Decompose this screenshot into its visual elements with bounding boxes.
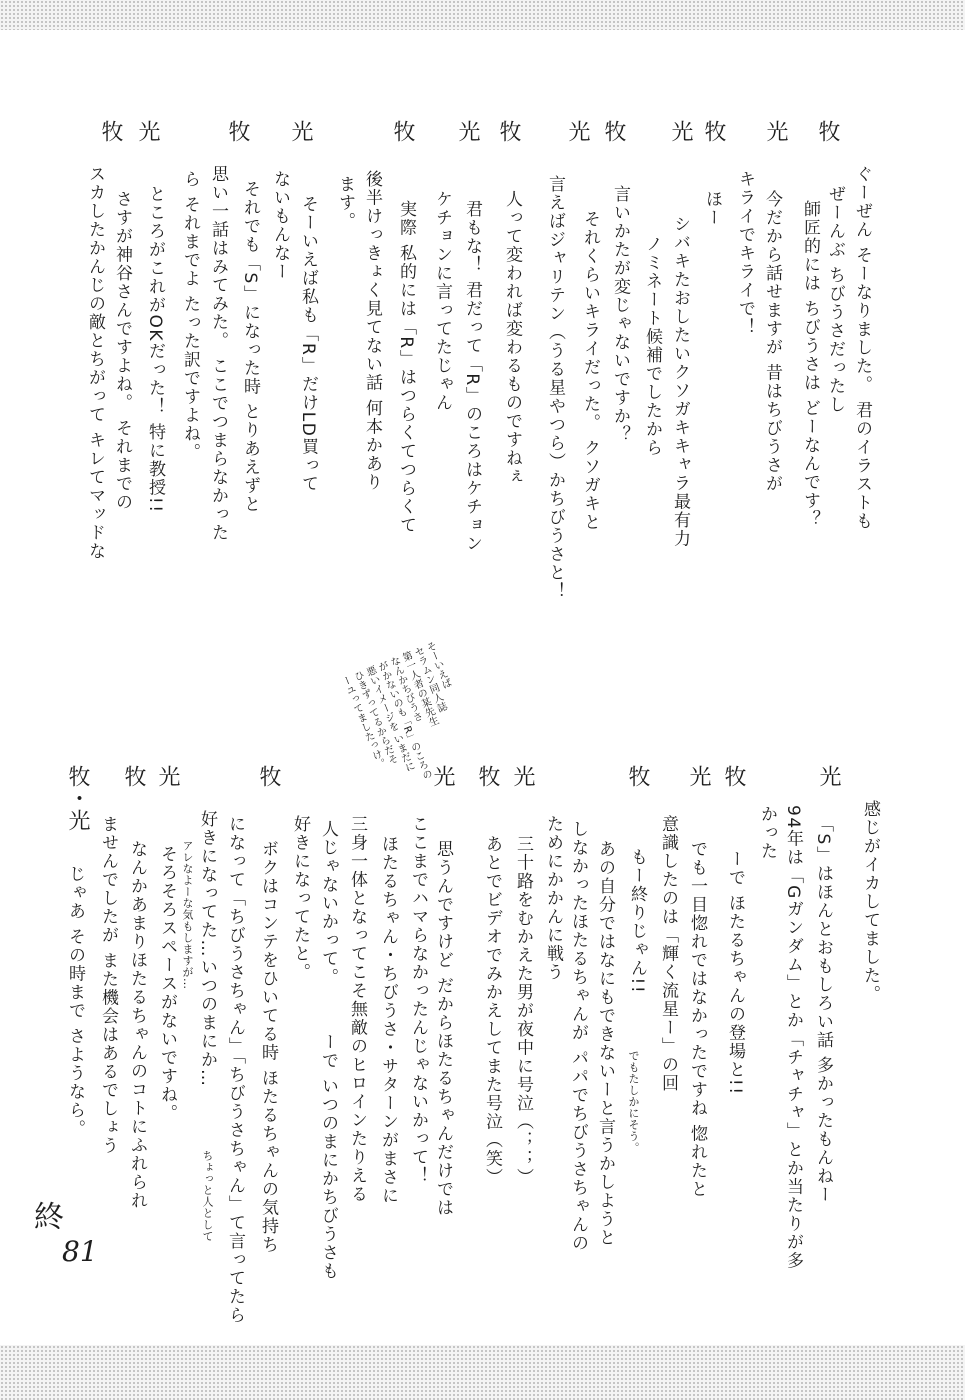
text-column: ないもんなー bbox=[270, 170, 290, 281]
speaker-label: 牧 bbox=[721, 765, 746, 787]
speaker-label: 牧・光 bbox=[65, 765, 90, 831]
speaker-label: 牧 bbox=[601, 120, 626, 142]
text-column: になって「ちびうさちゃん」「ちびうさちゃん」て言ってたら bbox=[225, 815, 245, 1325]
text-column: シバキたおしたいクソガキキャラ最有力 bbox=[670, 215, 690, 548]
text-column: もー終りじゃん!! bbox=[627, 848, 647, 995]
speaker-label: 牧 bbox=[701, 120, 726, 142]
text-column: 94年は「Gガンダム」とか「チャチャ」とか当たりが多 bbox=[783, 805, 803, 1270]
text-column: あの自分ではなにもできないーと言うかしようと bbox=[595, 840, 615, 1247]
text-column: キライでキライで！ bbox=[735, 170, 755, 337]
speaker-label: 牧 bbox=[475, 765, 500, 787]
speaker-label: 牧 bbox=[625, 765, 650, 787]
speaker-label: 光 bbox=[430, 765, 455, 787]
text-column: 好きになってた…いつのまにか… bbox=[197, 810, 217, 1088]
speaker-label: 光 bbox=[763, 120, 788, 142]
text-column: 今だから話せますが 昔はちびうさが bbox=[762, 190, 782, 493]
text-column: あとでビデオでみかえしてまた号泣（笑） bbox=[482, 835, 502, 1187]
text-column: それくらいキライだった。 クソガキと bbox=[580, 210, 600, 532]
speaker-label: 牧 bbox=[256, 765, 281, 787]
text-column: ぜーんぶ ちびうさだったし bbox=[825, 185, 845, 414]
text-column: ちょっと人として bbox=[201, 1150, 214, 1242]
text-column: ここまでハマらなかったんじゃないかって！ bbox=[408, 815, 428, 1185]
text-column: なんかあまりほたるちゃんのコトにふれられ bbox=[127, 840, 147, 1210]
text-column: ーで いつのまにかちびうさも bbox=[318, 1033, 338, 1281]
text-column: ケチョンに言ってたじゃん bbox=[432, 190, 452, 412]
text-column: そろそろスペースがないですね。 bbox=[157, 845, 177, 1123]
text-column: アレなよーな気もしますが… bbox=[181, 840, 194, 990]
text-column: ボクはコンテをひいてる時 ほたるちゃんの気持ち bbox=[258, 840, 278, 1254]
text-column: ほたるちゃん・ちびうさ・サターンがまさに bbox=[378, 835, 398, 1205]
text-column: 君もな！ 君だって「R」のころはケチョン bbox=[462, 200, 482, 554]
text-column: ます。 bbox=[335, 175, 355, 231]
text-column: 三十路をむかえた男が夜中に号泣（；；） bbox=[513, 835, 533, 1187]
text-column: 言いかたが変じゃないですか？ bbox=[610, 185, 630, 444]
text-column: スカしたかんじの敵とちがって キレてマッドな bbox=[85, 165, 105, 561]
text-column: ほー bbox=[702, 190, 722, 227]
text-column: しなかったほたるちゃんが パパでちびうさちゃんの bbox=[568, 820, 588, 1253]
speaker-label: 牧 bbox=[225, 120, 250, 142]
speaker-label: 牧 bbox=[121, 765, 146, 787]
text-column: ノミネート候補でしたから bbox=[642, 235, 662, 457]
text-column: ためにかかんに戦う bbox=[543, 815, 563, 982]
speaker-label: 光 bbox=[816, 765, 841, 787]
text-column: 好きになってたと。 bbox=[290, 815, 310, 982]
text-column: ところがこれがOKだった！ 特に教授!! bbox=[145, 185, 165, 514]
text-column: そーいえば私も「R」だけLD買って bbox=[298, 195, 318, 493]
page-number: 81 bbox=[62, 1235, 98, 1268]
text-column: じゃあ その時まで さようなら。 bbox=[65, 865, 85, 1138]
text-column: さすが神谷さんですよね。 それまでの bbox=[112, 190, 132, 512]
speaker-label: 光 bbox=[155, 765, 180, 787]
speaker-label: 光 bbox=[455, 120, 480, 142]
text-column: 意識したのは「輝く流星ー」の回 bbox=[658, 815, 678, 1093]
text-column: 師匠的には ちびうさは どーなんです？ bbox=[800, 200, 820, 529]
dotted-border-top bbox=[0, 0, 965, 30]
speaker-label: 牧 bbox=[496, 120, 521, 142]
text-column: ませんでしたが また機会はあるでしょう bbox=[98, 815, 118, 1155]
speaker-label: 牧 bbox=[390, 120, 415, 142]
speaker-label: 光 bbox=[686, 765, 711, 787]
text-column: かった bbox=[757, 805, 777, 861]
speaker-label: 光 bbox=[510, 765, 535, 787]
text-column: 人じゃないかって。 bbox=[318, 820, 338, 987]
text-column: 言えばジャリテン（うる星やつら）かちびうさと！ bbox=[545, 175, 565, 601]
speaker-label: 光 bbox=[135, 120, 160, 142]
speaker-label: 牧 bbox=[815, 120, 840, 142]
text-column: それでも「S」になった時 とりあえずと bbox=[240, 180, 260, 514]
end-mark: 終 bbox=[34, 1200, 64, 1235]
text-column: ーで ほたるちゃんの登場と!! bbox=[725, 850, 745, 1096]
speaker-label: 光 bbox=[288, 120, 313, 142]
text-column: ぐーぜん そーなりました。 君のイラストも bbox=[852, 165, 872, 531]
text-column: 実際 私的には「R」はつらくてつらくて bbox=[396, 200, 416, 535]
text-column: 人って変われば変わるものですねぇ bbox=[502, 190, 522, 486]
text-column: でも一目惚れではなかったですね 惚れたと bbox=[687, 840, 707, 1199]
dotted-border-bottom bbox=[0, 1345, 965, 1400]
text-column: 後半けっきょく見てない話 何本かあり bbox=[362, 170, 382, 492]
text-column: ら それまでよ たった訳ですよね。 bbox=[180, 170, 200, 462]
speaker-label: 牧 bbox=[98, 120, 123, 142]
speaker-label: 光 bbox=[565, 120, 590, 142]
text-column: 思い一話はみてみた。 ここでつまらなかった bbox=[208, 165, 228, 542]
text-column: でもたしかにそう。 bbox=[627, 1050, 640, 1154]
text-column: 思うんですけど だからほたるちゃんだけでは bbox=[433, 840, 453, 1217]
text-column: 「S」はほんとおもしろい話 多かったもんねー bbox=[813, 815, 833, 1205]
text-column: 三身一体となってこそ無敵のヒロインたりえる bbox=[347, 815, 367, 1204]
side-note: そーいえば セラムン同人誌 第一人者の某先生 なんかちびうさ がかないのも「R」のころの 悪いイメージを いまだに ひきずってるからだそ ーユってましたっけ。 bbox=[338, 640, 452, 782]
text-column: 感じがイカしてました。 bbox=[860, 800, 880, 1004]
speaker-label: 光 bbox=[668, 120, 693, 142]
